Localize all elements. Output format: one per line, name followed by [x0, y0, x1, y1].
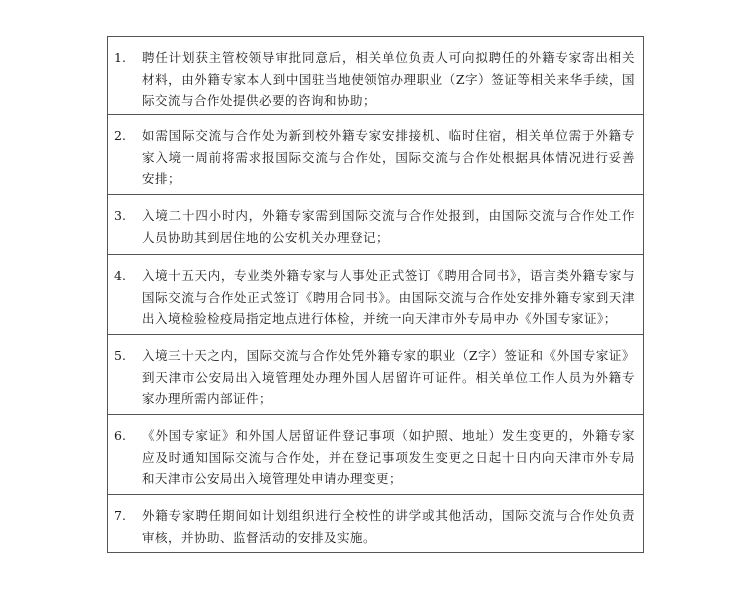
step-number: 6.	[114, 428, 126, 443]
step-cell	[108, 495, 644, 553]
step-text: 外籍专家聘任期间如计划组织进行全校性的讲学或其他活动，国际交流与合作处负责审核，并协助、监督活动的安排及实施。	[142, 508, 635, 545]
step-row	[108, 495, 644, 553]
procedure-steps-table	[107, 36, 644, 553]
step-row	[108, 115, 644, 195]
step-cell	[108, 115, 644, 195]
step-text: 聘任计划获主管校领导审批同意后，相关单位负责人可向拟聘任的外籍专家寄出相关材料，由外籍专家本人到中国驻当地使领馆办理职业（Z字）签证等相关来华手续，国际交流与合作处提供必要的咨询和协助；	[142, 50, 635, 108]
step-cell	[108, 415, 644, 495]
step-row	[108, 37, 644, 115]
step-cell	[108, 37, 644, 115]
step-text: 《外国专家证》和外国人居留证件登记事项（如护照、地址）发生变更的，外籍专家应及时通知国际交流与合作处，并在登记事项发生变更之日起十日内向天津市外专局和天津市公安局出入境管理处申请办理变更；	[142, 428, 635, 486]
step-number: 7.	[114, 508, 126, 523]
step-number: 2.	[114, 128, 126, 143]
step-text: 入境三十天之内，国际交流与合作处凭外籍专家的职业（Z字）签证和《外国专家证》到天津市公安局出入境管理处办理外国人居留许可证件。相关单位工作人员为外籍专家办理所需内部证件；	[142, 348, 635, 406]
step-text: 如需国际交流与合作处为新到校外籍专家安排接机、临时住宿，相关单位需于外籍专家入境一周前将需求报国际交流与合作处，国际交流与合作处根据具体情况进行妥善安排；	[142, 128, 635, 186]
step-row	[108, 335, 644, 415]
step-text: 入境十五天内，专业类外籍专家与人事处正式签订《聘用合同书》，语言类外籍专家与国际交流与合作处正式签订《聘用合同书》。由国际交流与合作处安排外籍专家到天津出入境检验检疫局指定地点进行体检，并统一向天津市外专局申办《外国专家证》；	[142, 268, 635, 326]
step-number: 5.	[114, 348, 126, 363]
step-row	[108, 195, 644, 255]
step-text: 入境二十四小时内，外籍专家需到国际交流与合作处报到，由国际交流与合作处工作人员协助其到居住地的公安机关办理登记；	[142, 208, 635, 245]
step-row	[108, 415, 644, 495]
step-cell	[108, 195, 644, 255]
step-number: 1.	[114, 50, 126, 65]
step-row	[108, 255, 644, 335]
step-number: 4.	[114, 268, 126, 283]
step-number: 3.	[114, 208, 126, 223]
step-cell	[108, 335, 644, 415]
step-cell	[108, 255, 644, 335]
